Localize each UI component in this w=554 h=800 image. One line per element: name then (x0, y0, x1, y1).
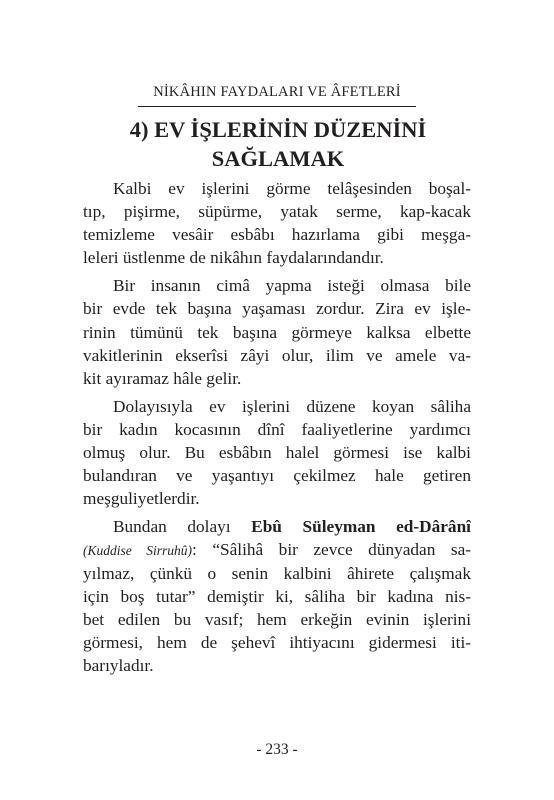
text-line: bir evde tek başına yaşaması zordur. Zira ev işle- (83, 299, 471, 319)
text-line: kit ayıramaz hâle gelir. (83, 368, 242, 388)
text-run: Bundan dolayı (113, 517, 252, 537)
text-line: bet edilen bu vasıf; hem erkeğin evinin işlerini (83, 609, 471, 629)
chapter-title (90, 115, 466, 173)
text-line (83, 515, 471, 538)
text-line: Dolayısıyla ev işlerini düzene koyan sâliha (113, 396, 471, 416)
text-run: : “Sâlihâ bir zevce dünyadan sa- (192, 540, 472, 560)
text-line: olmuş olur. Bu esbâbın halel görmesi ise kalbi (83, 443, 471, 463)
text-line: meşguliyetlerdir. (83, 489, 200, 509)
text-line: vakitlerinin ekserîsi zâyi olur, ilim ve amele va- (83, 345, 471, 365)
scholar-name: Ebû Süleyman ed-Dârânî (251, 517, 471, 537)
honorific: (Kuddise Sirruhû) (83, 543, 193, 559)
text-line: Kalbi ev işlerini görme telâşesinden boşal- (113, 179, 471, 198)
body-text (83, 177, 471, 682)
text-line: Bir insanın cimâ yapma isteği olmasa bile (113, 276, 471, 296)
chapter-title-line: SAĞLAMAK (211, 146, 345, 171)
text-line: leleri üstlenme de nikâhın faydalarındandır. (83, 248, 384, 268)
paragraph (83, 515, 471, 677)
running-header: NİKÂHIN FAYDALARI VE ÂFETLERİ (153, 84, 401, 100)
text-line: bir kadın kocasının dînî faaliyetlerine yardımcı (83, 419, 471, 439)
header-rule (138, 106, 416, 107)
page-number: - 233 - (256, 741, 298, 758)
text-line: görmesi, hem de şehevî ihtiyacını gidermesi iti- (83, 632, 471, 652)
text-line: temizleme vesâir esbâbı hazırlama gibi meşga- (83, 225, 471, 245)
text-line: tıp, pişirme, süpürme, yatak serme, kap-kacak (83, 202, 471, 222)
text-line (83, 538, 471, 561)
chapter-title-line: 4) EV İŞLERİNİN DÜZENİNİ (129, 117, 427, 142)
text-line: yılmaz, çünkü o senin kalbini âhirete çalışmak (83, 563, 471, 583)
text-line: rinin tümünü tek başına görmeye kalksa elbette (83, 322, 471, 342)
paragraph (83, 177, 471, 269)
text-line: için boş tutar” demiştir ki, sâliha bir kadına nis- (83, 586, 471, 606)
paragraph (83, 395, 471, 510)
paragraph (83, 274, 471, 389)
text-line: barıyladır. (83, 655, 154, 675)
text-line: bulandıran ve yaşantıyı çekilmez hale getiren (83, 466, 471, 486)
